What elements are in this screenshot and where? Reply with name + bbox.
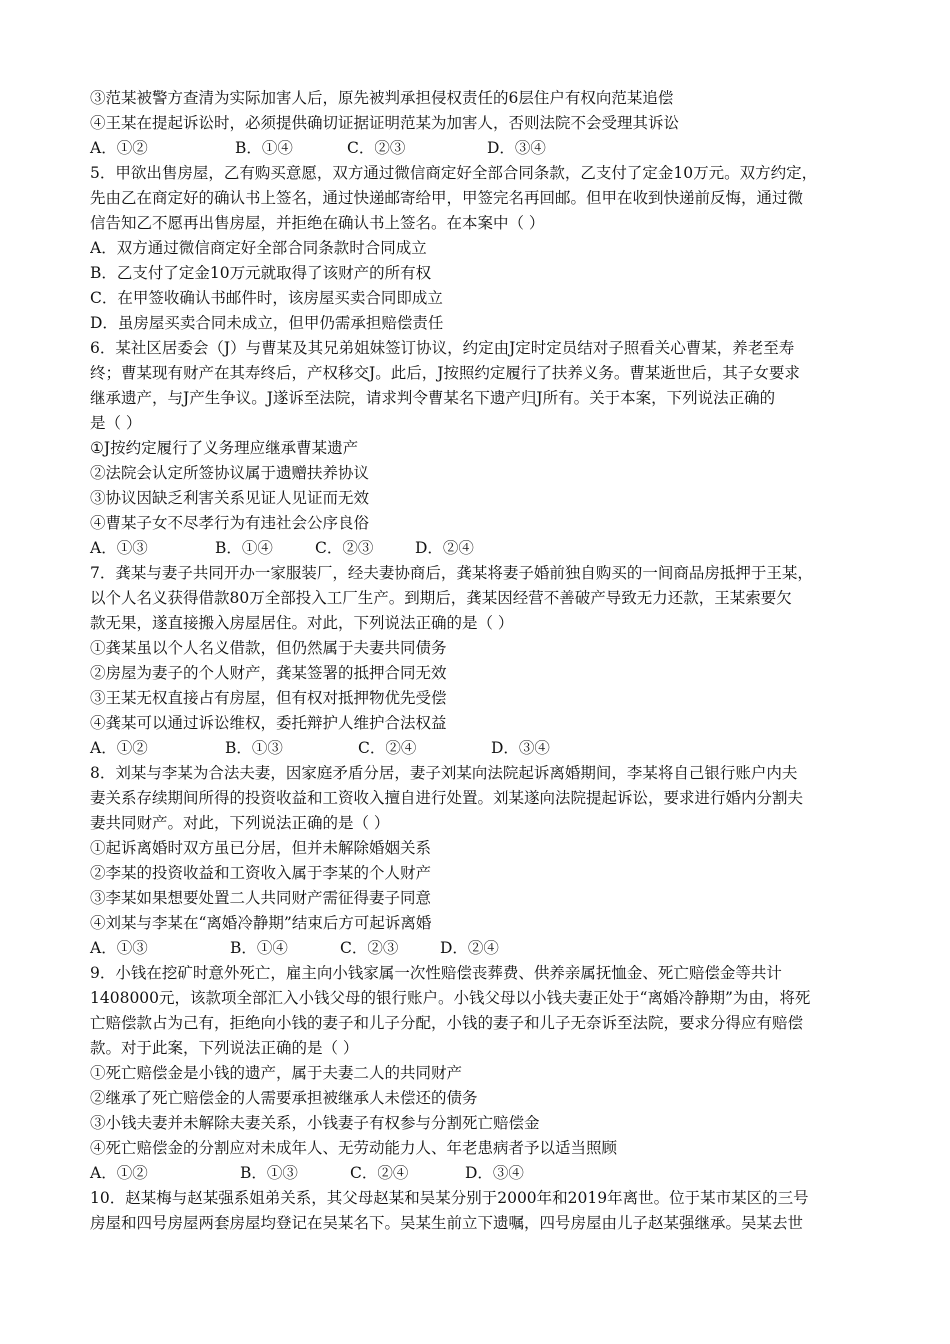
- q8-stem-line-3: 妻共同财产。对此，下列说法正确的是（ ）: [90, 814, 390, 832]
- q6-statement-2: ②法院会认定所签协议属于遗赠扶养协议: [90, 464, 370, 482]
- q9-statement-2: ②继承了死亡赔偿金的人需要承担被继承人未偿还的债务: [90, 1089, 478, 1107]
- q4-option-a[interactable]: A．①②: [90, 139, 148, 157]
- q6-stem-line-2: 终；曹某现有财产在其寿终后，产权移交J。此后，J按照约定履行了扶养义务。曹某逝世后，其子女要求: [90, 364, 800, 382]
- q7-statement-2: ②房屋为妻子的个人财产，龚某签署的抵押合同无效: [90, 664, 447, 682]
- q10-stem-line-1: 10．赵某梅与赵某强系姐弟关系，其父母赵某和吴某分别于2000年和2019年离世。位于某市某区的三号: [90, 1189, 809, 1207]
- q6-stem-line-1: 6．某社区居委会（J）与曹某及其兄弟姐妹签订协议，约定由J定时定员结对子照看关心曹某，养老至寿: [90, 339, 795, 357]
- q9-option-d[interactable]: D．③④: [465, 1164, 524, 1182]
- q9-statement-4: ④死亡赔偿金的分割应对未成年人、无劳动能力人、年老患病者予以适当照顾: [90, 1139, 618, 1157]
- q9-stem-line-4: 款。对于此案，下列说法正确的是（ ）: [90, 1039, 359, 1057]
- q7-option-b[interactable]: B．①③: [225, 739, 283, 757]
- q8-option-b[interactable]: B．①④: [230, 939, 288, 957]
- q4-option-c[interactable]: C．②③: [347, 139, 406, 157]
- q6-option-c[interactable]: C．②③: [315, 539, 374, 557]
- q10-stem-line-2: 房屋和四号房屋两套房屋均登记在吴某名下。吴某生前立下遗嘱，四号房屋由儿子赵某强继承。吴某去世: [90, 1214, 804, 1232]
- q8-option-d[interactable]: D．②④: [440, 939, 499, 957]
- q5-option-a[interactable]: A．双方通过微信商定好全部合同条款时合同成立: [90, 239, 427, 257]
- q4-statement-4: ④王某在提起诉讼时，必须提供确切证据证明范某为加害人，否则法院不会受理其诉讼: [90, 114, 680, 132]
- q7-statement-4: ④龚某可以通过诉讼维权，委托辩护人维护合法权益: [90, 714, 447, 732]
- q8-option-c[interactable]: C．②③: [340, 939, 399, 957]
- q5-option-d[interactable]: D．虽房屋买卖合同未成立，但甲仍需承担赔偿责任: [90, 314, 444, 332]
- q4-option-b[interactable]: B．①④: [235, 139, 293, 157]
- q6-option-b[interactable]: B．①④: [215, 539, 273, 557]
- q8-statement-2: ②李某的投资收益和工资收入属于李某的个人财产: [90, 864, 432, 882]
- q4-option-d[interactable]: D．③④: [487, 139, 546, 157]
- q5-stem-line-2: 先由乙在商定好的确认书上签名，通过快递邮寄给甲，甲签完名再回邮。但甲在收到快递前反悔，通过微: [90, 189, 804, 207]
- q7-stem-line-3: 款无果，遂直接搬入房屋居住。对此，下列说法正确的是（ ）: [90, 614, 514, 632]
- q9-stem-line-1: 9．小钱在挖矿时意外死亡，雇主向小钱家属一次性赔偿丧葬费、供养亲属抚恤金、死亡赔偿金等共计: [90, 964, 782, 982]
- exam-page: [90, 86, 865, 1236]
- q5-option-c[interactable]: C．在甲签收确认书邮件时，该房屋买卖合同即成立: [90, 289, 443, 307]
- q9-option-c[interactable]: C．②④: [350, 1164, 409, 1182]
- q7-option-a[interactable]: A．①②: [90, 739, 148, 757]
- q7-stem-line-2: 以个人名义获得借款80万全部投入工厂生产。到期后，龚某因经营不善破产导致无力还款，王某索要欠: [90, 589, 792, 607]
- q9-option-a[interactable]: A．①②: [90, 1164, 148, 1182]
- q6-options: [90, 536, 865, 561]
- q6-statement-4: ④曹某子女不尽孝行为有违社会公序良俗: [90, 514, 370, 532]
- q7-option-d[interactable]: D．③④: [491, 739, 550, 757]
- q5-stem-line-1: 5．甲欲出售房屋，乙有购买意愿，双方通过微信商定好全部合同条款，乙支付了定金10万元。双方约定，: [90, 164, 818, 182]
- q8-statement-1: ①起诉离婚时双方虽已分居，但并未解除婚姻关系: [90, 839, 432, 857]
- q8-statement-4: ④刘某与李某在“离婚冷静期”结束后方可起诉离婚: [90, 914, 432, 932]
- q4-options: [90, 136, 865, 161]
- q6-stem-line-3: 继承遗产，与J产生争议。J遂诉至法院，请求判令曹某名下遗产归J所有。关于本案，下列说法正确的: [90, 389, 776, 407]
- q7-statement-1: ①龚某虽以个人名义借款，但仍然属于夫妻共同债务: [90, 639, 447, 657]
- q8-stem-line-2: 妻关系存续期间所得的投资收益和工资收入擅自进行处置。刘某遂向法院提起诉讼，要求进行婚内分割夫: [90, 789, 804, 807]
- q7-stem-line-1: 7．龚某与妻子共同开办一家服装厂，经夫妻协商后，龚某将妻子婚前独自购买的一间商品房抵押于王某，: [90, 564, 813, 582]
- q6-statement-3: ③协议因缺乏利害关系见证人见证而无效: [90, 489, 370, 507]
- q9-options: [90, 1161, 865, 1186]
- q6-option-a[interactable]: A．①③: [90, 539, 148, 557]
- q8-option-a[interactable]: A．①③: [90, 939, 148, 957]
- q6-option-d[interactable]: D．②④: [415, 539, 474, 557]
- q8-statement-3: ③李某如果想要处置二人共同财产需征得妻子同意: [90, 889, 432, 907]
- q5-option-b[interactable]: B．乙支付了定金10万元就取得了该财产的所有权: [90, 264, 432, 282]
- q5-stem-line-3: 信告知乙不愿再出售房屋，并拒绝在确认书上签名。在本案中（ ）: [90, 214, 545, 232]
- q4-statement-3: ③范某被警方查清为实际加害人后，原先被判承担侵权责任的6层住户有权向范某追偿: [90, 89, 674, 107]
- q7-options: [90, 736, 865, 761]
- q7-option-c[interactable]: C．②④: [358, 739, 417, 757]
- q9-option-b[interactable]: B．①③: [240, 1164, 298, 1182]
- q9-stem-line-3: 亡赔偿款占为己有，拒绝向小钱的妻子和儿子分配，小钱的妻子和儿子无奈诉至法院，要求分得应有赔偿: [90, 1014, 804, 1032]
- q8-options: [90, 936, 865, 961]
- q8-stem-line-1: 8．刘某与李某为合法夫妻，因家庭矛盾分居，妻子刘某向法院起诉离婚期间，李某将自己银行账户内夫: [90, 764, 798, 782]
- q7-statement-3: ③王某无权直接占有房屋，但有权对抵押物优先受偿: [90, 689, 447, 707]
- q9-stem-line-2: 1408000元，该款项全部汇入小钱父母的银行账户。小钱父母以小钱夫妻正处于“离婚冷静期”为由，将死: [90, 989, 811, 1007]
- q6-stem-line-4: 是（ ）: [90, 414, 142, 432]
- q9-statement-1: ①死亡赔偿金是小钱的遗产，属于夫妻二人的共同财产: [90, 1064, 463, 1082]
- q6-statement-1: ①J按约定履行了义务理应继承曹某遗产: [90, 439, 359, 457]
- q9-statement-3: ③小钱夫妻并未解除夫妻关系，小钱妻子有权参与分割死亡赔偿金: [90, 1114, 540, 1132]
